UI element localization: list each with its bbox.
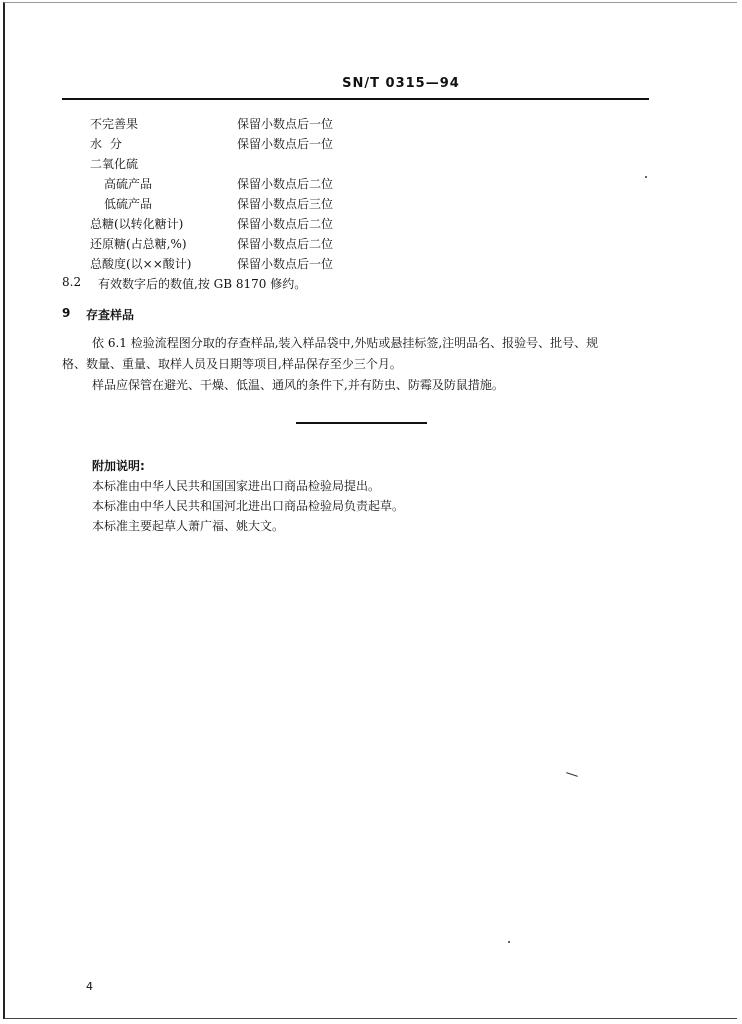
- table-item-label: 高硫产品: [104, 177, 153, 191]
- table-item-label: 还原糖(占总糖,%): [90, 237, 187, 251]
- scan-speck: [645, 176, 647, 178]
- notes-line: 本标准由中华人民共和国河北进出口商品检验局负责起草。: [92, 499, 405, 513]
- section-number: 9: [62, 306, 71, 320]
- header-rule: [62, 98, 649, 100]
- scan-speck: [508, 941, 510, 943]
- paragraph-line: 依 6.1 检验流程图分取的存查样品,装入样品袋中,外贴或悬挂标签,注明品名、报验号、批号、规: [92, 336, 599, 350]
- paragraph-line: 格、数量、重量、取样人员及日期等项目,样品保存至少三个月。: [62, 357, 402, 371]
- table-item-rule: 保留小数点后一位: [237, 117, 334, 131]
- table-item-rule: 保留小数点后二位: [237, 217, 334, 231]
- table-item-rule: 保留小数点后一位: [237, 137, 334, 151]
- section-title: 存查样品: [86, 308, 135, 322]
- notes-line: 本标准由中华人民共和国国家进出口商品检验局提出。: [92, 479, 381, 493]
- table-item-label: 低硫产品: [104, 197, 153, 211]
- table-item-rule: 保留小数点后一位: [237, 257, 334, 271]
- section-end-rule: [296, 422, 427, 424]
- table-item-rule: 保留小数点后三位: [237, 197, 334, 211]
- table-item-label: 二氧化硫: [90, 157, 139, 171]
- notes-line: 本标准主要起草人萧广福、姚大文。: [92, 519, 285, 533]
- page-number: 4: [86, 980, 93, 993]
- notes-title: 附加说明:: [92, 459, 145, 473]
- standard-number-header: SN/T 0315—94: [342, 76, 460, 91]
- table-item-label: 总糖(以转化糖计): [90, 217, 184, 231]
- table-item-label: 水 分: [90, 137, 124, 151]
- table-item-label: 总酸度(以××酸计): [90, 257, 192, 271]
- table-item-rule: 保留小数点后二位: [237, 177, 334, 191]
- table-item-rule: 保留小数点后二位: [237, 237, 334, 251]
- paragraph-line: 样品应保管在避光、干燥、低温、通风的条件下,并有防虫、防霉及防鼠措施。: [92, 378, 504, 392]
- clause-text: 有效数字后的数值,按 GB 8170 修约。: [98, 277, 307, 291]
- clause-number: 8.2: [62, 275, 82, 289]
- table-item-label: 不完善果: [90, 117, 139, 131]
